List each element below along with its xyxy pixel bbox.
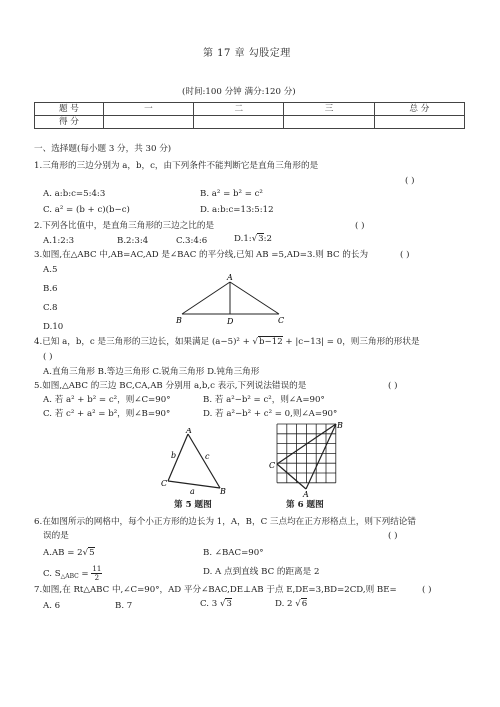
option-b: B.2:3:4: [117, 236, 149, 246]
option-c-text: C. S: [43, 569, 61, 579]
fraction: [91, 565, 102, 582]
sqrt-radicand: 3: [226, 599, 232, 609]
answer-blank: ( ): [400, 250, 410, 260]
score-table: [34, 102, 465, 129]
option-b: B. 若 a²−b² = c²，则∠A=90°: [203, 395, 325, 405]
option-c: C. a² = (b + c)(b−c): [43, 205, 130, 215]
option-d-text: D.1:: [234, 234, 252, 244]
side-ab: [182, 282, 230, 314]
option-b: B. a² = b² = c²: [200, 189, 263, 199]
side-c: [188, 434, 220, 488]
option-a: A.AB = 2√5: [43, 548, 95, 558]
vertex-label-a: A: [227, 273, 233, 282]
q4-options: A.直角三角形 B.等边三角形 C.锐角三角形 D.钝角三角形: [43, 367, 260, 377]
vertex-label-c: C: [278, 316, 285, 325]
option-c: C. 3 √3: [200, 599, 232, 609]
option-a: A. 6: [43, 601, 61, 611]
fig6-caption: 第 6 题图: [286, 500, 324, 510]
sqrt-radicand: 3: [258, 234, 264, 244]
question-1-stem: 1.三角形的三边分别为 a，b，c，由下列条件不能判断它是直角三角形的是: [34, 161, 319, 171]
vertex-label-b: B: [337, 421, 343, 430]
vertex-label-c: C: [161, 479, 168, 488]
score-cell[interactable]: [103, 116, 193, 129]
score-table-header: 题 号: [35, 103, 104, 116]
question-7-stem: 7.如图,在 Rt△ABC 中,∠C=90°，AD 平分∠BAC,DE⊥AB 于点 E,DE=3,BD=2CD,则 BE=: [34, 585, 397, 595]
answer-blank: ( ): [43, 352, 53, 362]
vertex-label-d: D: [227, 317, 234, 326]
option-d: D. 2 √6: [275, 599, 308, 609]
fig5-caption: 第 5 题图: [174, 500, 212, 510]
vertex-label-a: A: [303, 490, 309, 498]
option-c: C.3:4:6: [176, 236, 208, 246]
score-table-header: 二: [194, 103, 284, 116]
side-label-b: b: [171, 451, 177, 460]
question-3-stem: 3.如图,在△ABC 中,AB=AC,AD 是∠BAC 的平分线,已知 AB =5,AD=3.则 BC 的长为: [34, 250, 369, 260]
answer-blank: ( ): [422, 585, 432, 595]
fig5-triangle: [160, 428, 240, 496]
question-6-stem-cont: 误的是: [43, 531, 69, 541]
score-cell[interactable]: [284, 116, 374, 129]
score-table-header: 一: [103, 103, 193, 116]
fraction-numerator: 11: [92, 565, 102, 573]
side-ac: [230, 282, 279, 314]
option-c: [43, 565, 102, 585]
option-c-subscript: △ABC: [60, 573, 79, 580]
q4-stem-text: 4.已知 a，b，c 是三角形的三边长，如果满足: [34, 337, 210, 347]
option-b: B. ∠BAC=90°: [203, 548, 264, 558]
score-table-header: 三: [284, 103, 374, 116]
option-c: C. 若 c² + a² = b²，则∠B=90°: [43, 409, 171, 419]
answer-blank: ( ): [355, 221, 365, 231]
answer-blank: ( ): [405, 176, 415, 186]
question-2-stem: 2.下列各比值中，是直角三角形的三边之比的是: [34, 221, 215, 231]
answer-blank: ( ): [388, 381, 398, 391]
score-cell[interactable]: [374, 116, 464, 129]
option-d: D.10: [43, 322, 64, 332]
question-6-stem: 6.在如图所示的网格中，每个小正方形的边长为 1，A，B，C 三点均在正方形格点上，则下列结论错: [34, 517, 416, 527]
option-a: A. a:b:c=5:4:3: [43, 189, 106, 199]
option-d: D. a:b:c=13:5:12: [200, 205, 274, 215]
sqrt-radicand: b−12: [259, 337, 283, 347]
score-table-score-row: [35, 116, 465, 129]
vertex-label-b: B: [176, 316, 182, 325]
option-c-eq: =: [78, 569, 92, 579]
question-4-stem: 4.已知 a，b，c 是三角形的三边长，如果满足 (a−5)² + √b−12 + |c−13| = 0，则三角形的形状是: [34, 337, 420, 347]
q4-expr: + |c−13| = 0，则三角形的形状是: [282, 337, 420, 347]
option-d-text: :2: [263, 234, 273, 244]
score-row-label: 得 分: [35, 116, 104, 129]
option-d: D. A 点到直线 BC 的距离是 2: [203, 567, 320, 577]
option-a: A.1:2:3: [43, 236, 75, 246]
option-b: B. 7: [115, 601, 133, 611]
q3-triangle-figure: [170, 270, 290, 330]
page-title: 第 17 章 勾股定理: [203, 48, 291, 59]
vertex-label-a: A: [186, 428, 192, 435]
score-cell[interactable]: [194, 116, 284, 129]
grid-lines: [277, 424, 336, 483]
vertex-label-c: C: [269, 461, 276, 470]
side-label-c: c: [205, 452, 210, 461]
option-d: D.1:√3:2: [234, 234, 273, 244]
sqrt-radicand: 5: [89, 548, 95, 558]
fig6-grid: [266, 420, 346, 498]
q4-expr: (a−5)² +: [211, 337, 253, 347]
fraction-denominator: 2: [94, 574, 100, 582]
option-d: D. 若 a²−b² + c² = 0,则∠A=90°: [203, 409, 338, 419]
time-info: (时间:100 分钟 满分:120 分): [182, 87, 296, 97]
option-a: A.5: [43, 265, 58, 275]
section-heading: 一、选择题(每小题 3 分，共 30 分): [34, 144, 172, 154]
option-c-text: C. 3: [200, 599, 220, 609]
segment-ac: [277, 464, 306, 489]
score-table-header-row: [35, 103, 465, 116]
answer-blank: ( ): [388, 531, 398, 541]
option-b: B.6: [43, 284, 58, 294]
vertex-label-b: B: [220, 487, 226, 496]
sqrt-radicand: 6: [301, 599, 308, 609]
option-d-text: D. 2: [275, 599, 296, 609]
score-table-header: 总 分: [374, 103, 464, 116]
option-a-text: A.AB = 2: [43, 548, 83, 558]
question-5-stem: 5.如图,△ABC 的三边 BC,CA,AB 分别用 a,b,c 表示,下列说法错误的是: [34, 381, 307, 391]
side-label-a: a: [190, 487, 195, 496]
option-c: C.8: [43, 303, 58, 313]
option-a: A. 若 a² + b² = c²，则∠C=90°: [43, 395, 171, 405]
